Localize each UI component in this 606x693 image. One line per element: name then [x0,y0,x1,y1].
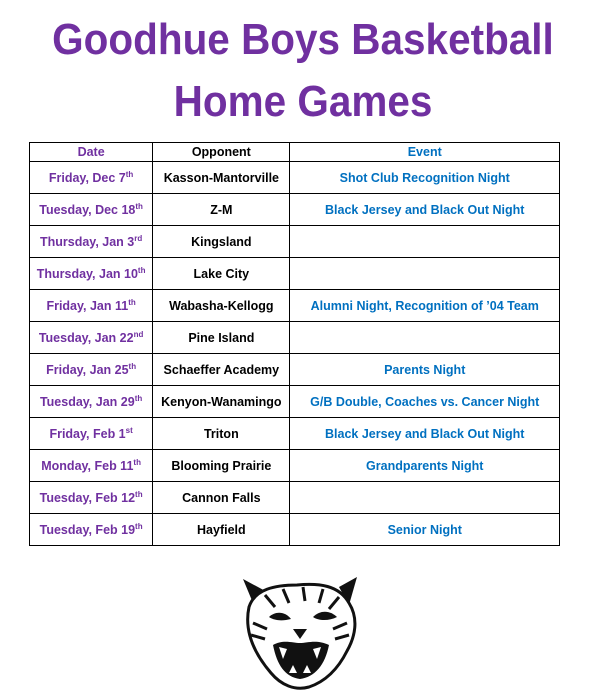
date-text: Friday, Jan 25 [46,362,129,377]
table-row [30,162,560,194]
date-ordinal-suffix: th [137,265,146,275]
date-ordinal-suffix: rd [134,233,143,243]
cell-date [30,386,153,418]
cell-date [30,226,153,258]
home-games-table [29,142,560,546]
table-header-row [30,143,560,162]
cell-event [290,322,560,354]
cell-event [290,226,560,258]
cell-opponent: Kenyon-Wanamingo [153,386,290,418]
cell-event: Shot Club Recognition Night [290,162,560,194]
cell-opponent: Blooming Prairie [153,450,290,482]
table-row [30,482,560,514]
date-ordinal-suffix: th [125,169,134,179]
table-row [30,290,560,322]
cell-event: Black Jersey and Black Out Night [290,194,560,226]
date-text: Friday, Feb 1 [49,426,126,441]
cell-opponent: Z-M [153,194,290,226]
table-row [30,514,560,546]
wildcat-head-icon [235,573,363,691]
cell-event: Parents Night [290,354,560,386]
date-text: Tuesday, Feb 12 [39,490,136,505]
header-opponent: Opponent [153,143,290,162]
date-ordinal-suffix: th [128,297,136,307]
cell-date [30,194,153,226]
cell-date [30,482,153,514]
date-text: Thursday, Jan 10 [36,266,138,281]
cell-opponent: Pine Island [153,322,290,354]
cell-date [30,258,153,290]
date-ordinal-suffix: th [135,489,143,499]
page-subtitle: Home Games [173,77,433,126]
cell-opponent: Kingsland [153,226,290,258]
date-text: Tuesday, Jan 29 [39,394,135,409]
cell-event: Black Jersey and Black Out Night [290,418,560,450]
cell-event: G/B Double, Coaches vs. Cancer Night [290,386,560,418]
table-row [30,226,560,258]
date-ordinal-suffix: th [133,457,141,467]
cell-date [30,514,153,546]
date-text: Thursday, Jan 3 [39,234,135,249]
table-row [30,450,560,482]
cell-opponent: Kasson-Mantorville [153,162,290,194]
header-event: Event [290,143,560,162]
cell-event: Alumni Night, Recognition of ’04 Team [290,290,560,322]
cell-date [30,418,153,450]
header-date: Date [30,143,153,162]
cell-opponent: Triton [153,418,290,450]
date-ordinal-suffix: th [128,361,137,371]
date-text: Friday, Jan 11 [46,298,129,313]
table-row [30,354,560,386]
cell-event: Senior Night [290,514,560,546]
cell-date [30,354,153,386]
date-text: Friday, Dec 7 [48,170,126,185]
cell-event [290,258,560,290]
cell-opponent: Wabasha-Kellogg [153,290,290,322]
cell-date [30,450,153,482]
date-ordinal-suffix: th [135,201,143,211]
table-row [30,418,560,450]
date-text: Tuesday, Jan 22 [38,330,134,345]
table-row [30,194,560,226]
date-text: Monday, Feb 11 [41,458,134,473]
date-ordinal-suffix: th [135,521,143,531]
cell-date [30,162,153,194]
cell-opponent: Schaeffer Academy [153,354,290,386]
cell-opponent: Cannon Falls [153,482,290,514]
cell-date [30,322,153,354]
cell-opponent: Lake City [153,258,290,290]
table-row [30,386,560,418]
cell-opponent: Hayfield [153,514,290,546]
cell-event [290,482,560,514]
table-row [30,322,560,354]
date-text: Tuesday, Feb 19 [39,522,136,537]
table-row [30,258,560,290]
page-title: Goodhue Boys Basketball [52,15,554,64]
cell-event: Grandparents Night [290,450,560,482]
cell-date [30,290,153,322]
date-ordinal-suffix: st [125,425,133,435]
date-ordinal-suffix: th [134,393,143,403]
date-text: Tuesday, Dec 18 [39,202,136,217]
date-ordinal-suffix: nd [133,329,144,339]
